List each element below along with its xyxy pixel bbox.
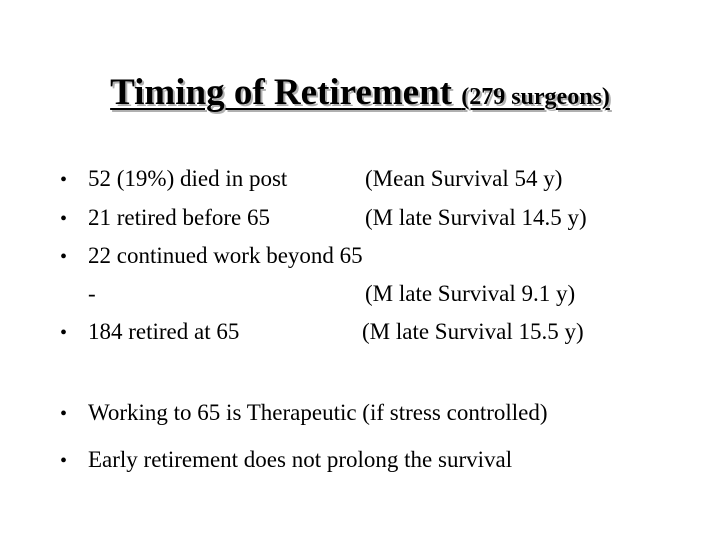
stat-3-survival: (M late Survival 9.1 y) <box>365 281 576 306</box>
bullet-marker: • <box>60 208 68 230</box>
bullet-marker: • <box>60 450 68 472</box>
stat-1-survival: (Mean Survival 54 y) <box>365 166 563 191</box>
bullet-marker: • <box>60 322 68 344</box>
stat-2-text: 21 retired before 65 <box>88 205 271 230</box>
stat-2-survival: (M late Survival 14.5 y) <box>365 205 587 230</box>
bullet-marker: • <box>60 169 68 191</box>
stat-3-continuation-dash: - <box>88 281 96 306</box>
title-main: Timing of Retirement <box>110 72 462 113</box>
stat-1-text: 52 (19%) died in post <box>88 166 288 191</box>
stat-4-survival: (M late Survival 15.5 y) <box>362 319 584 344</box>
bullet-marker: • <box>60 403 68 425</box>
title-subtitle: (279 surgeons) <box>461 84 610 110</box>
conclusion-2: Early retirement does not prolong the survival <box>88 447 513 472</box>
stat-4-text: 184 retired at 65 <box>88 319 240 344</box>
bullet-marker: • <box>60 246 68 268</box>
stat-3-text: 22 continued work beyond 65 <box>88 243 363 268</box>
conclusion-1: Working to 65 is Therapeutic (if stress controlled) <box>88 400 548 425</box>
slide-title <box>0 74 720 111</box>
